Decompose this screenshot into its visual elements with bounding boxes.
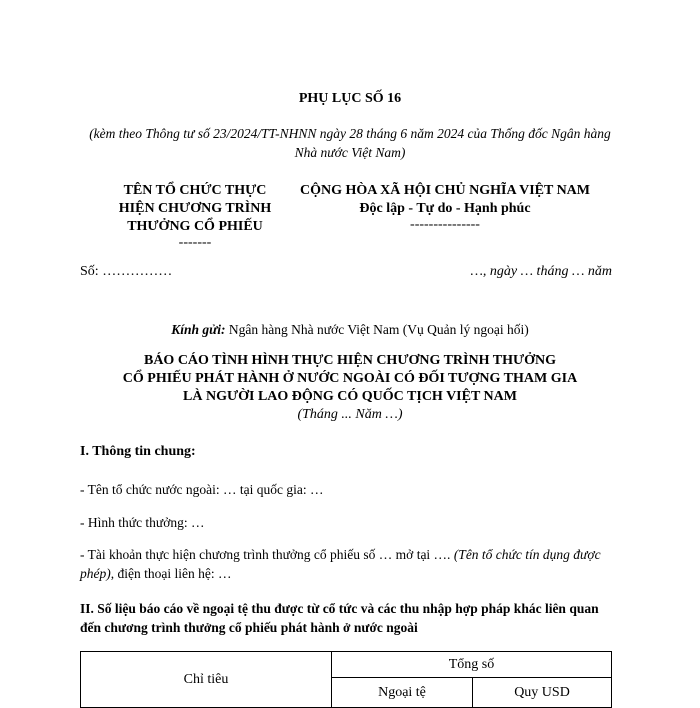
org-line: TÊN TỔ CHỨC THỰC	[123, 183, 267, 198]
republic-block	[280, 182, 610, 232]
number-value: ……………	[102, 264, 173, 279]
organization-block	[80, 182, 310, 250]
org-line: HIỆN CHƯƠNG TRÌNH	[118, 201, 272, 216]
info-award-form: - Hình thức thưởng: …	[80, 515, 205, 530]
col-usd-equivalent: Quy USD	[473, 678, 612, 708]
section-1-heading: I. Thông tin chung:	[80, 444, 196, 459]
org-divider: -------	[178, 235, 212, 250]
recipient-line	[0, 320, 700, 339]
national-motto: Độc lập - Tự do - Hạnh phúc	[359, 201, 531, 216]
report-table	[80, 651, 612, 708]
info-foreign-org: - Tên tổ chức nước ngoài: … tại quốc gia: …	[80, 482, 324, 497]
appendix-reference: (kèm theo Thông tư số 23/2024/TT-NHNN ngày 28 tháng 6 năm 2024 của Thống đốc Ngân hàng Nhà nước Việt Nam)	[89, 126, 611, 160]
appendix-title: PHỤ LỤC SỐ 16	[298, 91, 402, 106]
org-line: THƯỞNG CỔ PHIẾU	[127, 219, 263, 234]
report-period: (Tháng ... Năm …)	[297, 407, 403, 422]
recipient-value: Ngân hàng Nhà nước Việt Nam (Vụ Quản lý ngoại hối)	[228, 322, 529, 337]
report-title-line: LÀ NGƯỜI LAO ĐỘNG CÓ QUỐC TỊCH VIỆT NAM	[183, 389, 517, 404]
table-header-row	[81, 652, 612, 678]
account-bank-placeholder: (Tên tổ chức tín dụng được phép)	[80, 547, 601, 581]
info-account	[80, 545, 620, 583]
account-suffix: , điện thoại liên hệ: …	[110, 566, 232, 581]
republic-divider: ---------------	[410, 217, 480, 232]
report-title	[80, 352, 620, 424]
col-total: Tổng số	[332, 652, 612, 678]
republic-name: CỘNG HÒA XÃ HỘI CHỦ NGHĨA VIỆT NAM	[299, 183, 590, 198]
document-date: …, ngày … tháng … năm	[470, 264, 612, 279]
col-indicator: Chỉ tiêu	[81, 652, 332, 708]
col-foreign-currency: Ngoại tệ	[332, 678, 473, 708]
report-title-line: BÁO CÁO TÌNH HÌNH THỰC HIỆN CHƯƠNG TRÌNH THƯỞNG	[143, 353, 556, 368]
recipient-label: Kính gửi:	[171, 322, 226, 337]
report-title-line: CỔ PHIẾU PHÁT HÀNH Ở NƯỚC NGOÀI CÓ ĐỐI TƯỢNG THAM GIA	[122, 371, 578, 386]
number-label: Số:	[80, 264, 99, 279]
document-number	[80, 263, 172, 281]
section-2-heading: II. Số liệu báo cáo về ngoại tệ thu được từ cổ tức và các thu nhập hợp pháp khác liên quan đến chương trình thưởng cổ phiếu phát hành ở nước ngoài	[80, 601, 599, 635]
account-prefix: - Tài khoản thực hiện chương trình thưởng cổ phiếu số … mở tại ….	[80, 547, 454, 562]
